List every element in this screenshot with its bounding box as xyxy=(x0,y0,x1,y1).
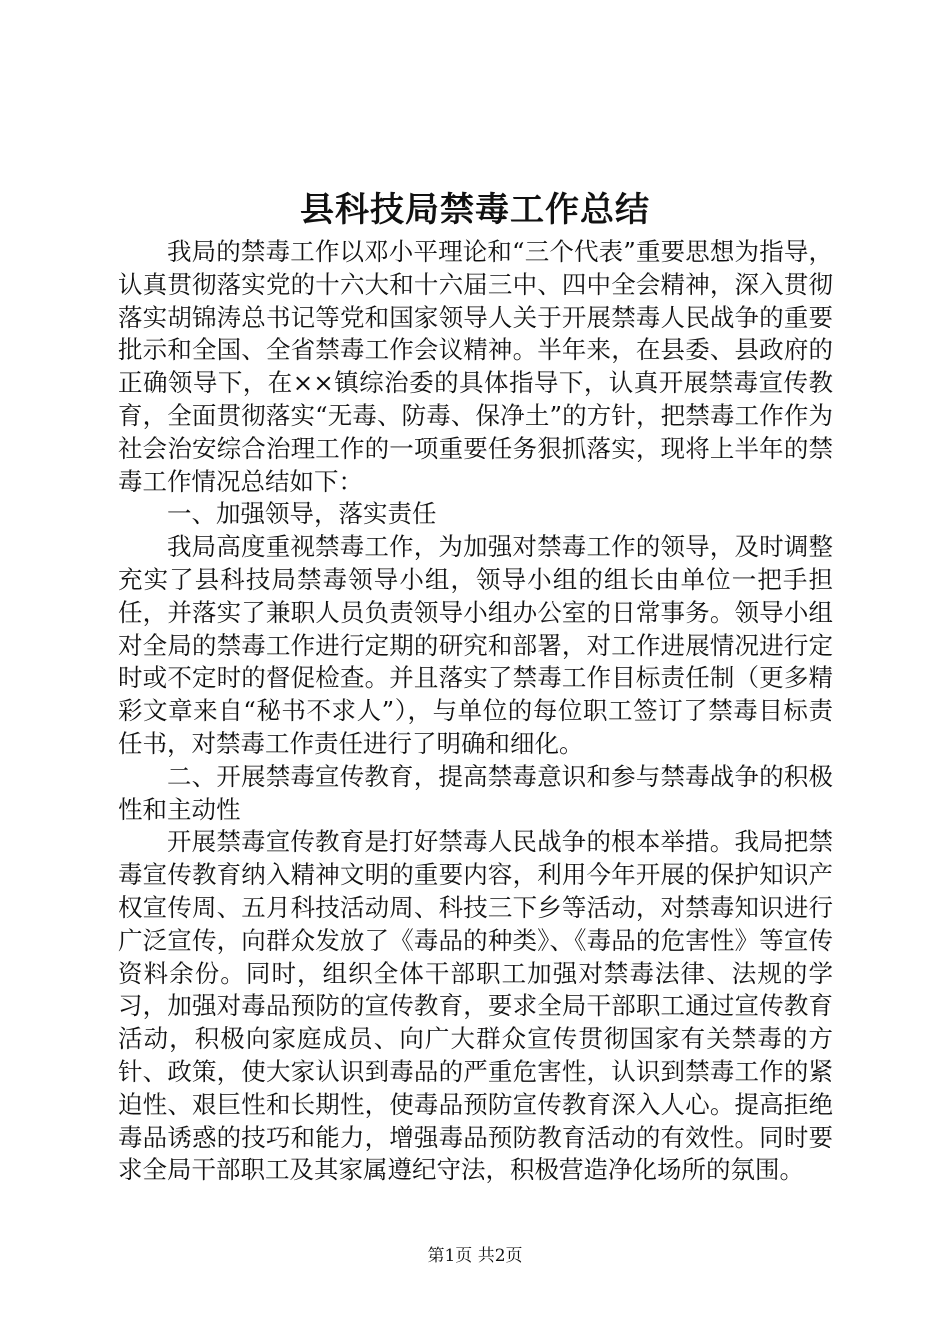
page-footer: 第1页 共2页 xyxy=(427,1246,523,1266)
document-body xyxy=(118,236,833,1187)
paragraph-section-1: 我局高度重视禁毒工作，为加强对禁毒工作的领导，及时调整充实了县科技局禁毒领导小组，领导小组的组长由单位一把手担任，并落实了兼职人员负责领导小组办公室的日常事务。领导小组对全局的禁毒工作进行定期的研究和部署，对工作进展情况进行定时或不定时的督促检查。并且落实了禁毒工作目标责任制（更多精彩文章来自“秘书不求人”），与单位的每位职工签订了禁毒目标责任书，对禁毒工作责任进行了明确和细化。 xyxy=(118,532,833,758)
paragraph-section-2: 开展禁毒宣传教育是打好禁毒人民战争的根本举措。我局把禁毒宣传教育纳入精神文明的重要内容，利用今年开展的保护知识产权宣传周、五月科技活动周、科技三下乡等活动，对禁毒知识进行广泛宣传，向群众发放了《毒品的种类》、《毒品的危害性》等宣传资料余份。同时，组织全体干部职工加强对禁毒法律、法规的学习，加强对毒品预防的宣传教育，要求全局干部职工通过宣传教育活动，积极向家庭成员、向广大群众宣传贯彻国家有关禁毒的方针、政策，使大家认识到毒品的严重危害性，认识到禁毒工作的紧迫性、艰巨性和长期性，使毒品预防宣传教育深入人心。提高拒绝毒品诱惑的技巧和能力，增强毒品预防教育活动的有效性。同时要求全局干部职工及其家属遵纪守法，积极营造净化场所的氛围。 xyxy=(118,827,833,1185)
section-heading-2: 二、开展禁毒宣传教育，提高禁毒意识和参与禁毒战争的积极性和主动性 xyxy=(118,761,833,824)
paragraph-intro: 我局的禁毒工作以邓小平理论和“三个代表”重要思想为指导，认真贯彻落实党的十六大和十六届三中、四中全会精神，深入贯彻落实胡锦涛总书记等党和国家领导人关于开展禁毒人民战争的重要批示和全国、全省禁毒工作会议精神。半年来，在县委、县政府的正确领导下，在××镇综治委的具体指导下，认真开展禁毒宣传教育，全面贯彻落实“无毒、防毒、保净土”的方针，把禁毒工作作为社会治安综合治理工作的一项重要任务狠抓落实，现将上半年的禁毒工作情况总结如下： xyxy=(118,237,833,496)
document-title: 县科技局禁毒工作总结 xyxy=(300,190,650,230)
section-heading-1: 一、加强领导，落实责任 xyxy=(167,499,437,529)
